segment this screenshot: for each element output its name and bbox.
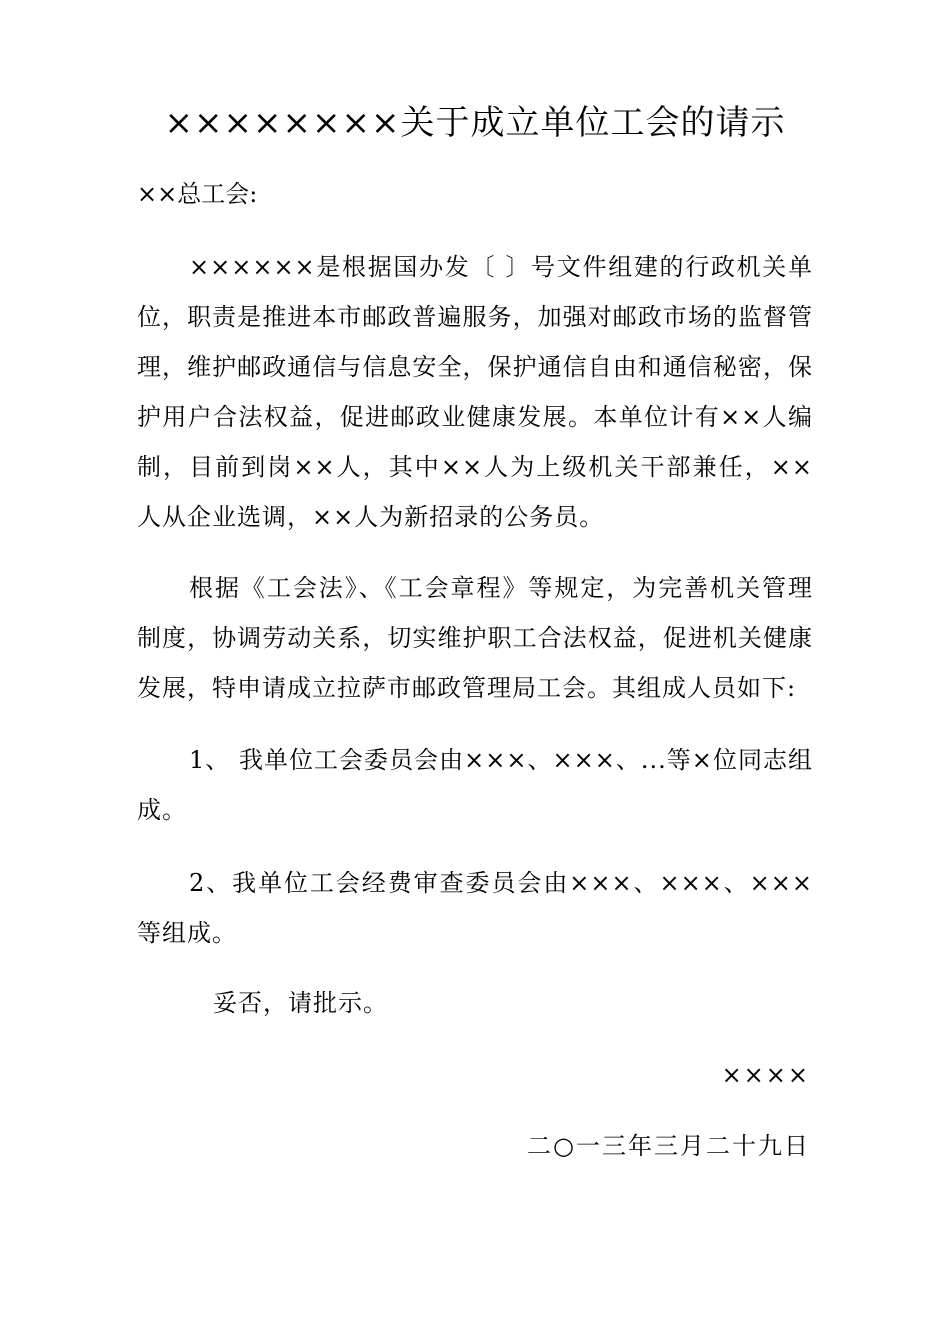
list-item-1: 1、 我单位工会委员会由×××、×××、...等×位同志组成。 (137, 746, 813, 824)
salutation: ××总工会: (137, 180, 258, 208)
body-paragraph-2: 根据《工会法》、《工会章程》等规定，为完善机关管理制度，协调劳动关系，切实维护职工合法权益，促进机关健康发展，特申请成立拉萨市邮政管理局工会。其组成人员如下: (137, 574, 813, 702)
document-title: ××××××××关于成立单位工会的请示 (164, 103, 786, 143)
list-item-2: 2、我单位工会经费审查委员会由×××、×××、×××等组成。 (137, 869, 813, 947)
closing-remark: 妥否，请批示。 (213, 989, 388, 1017)
document-date: 二○一三年三月二十九日 (527, 1132, 810, 1160)
body-paragraph-1: ××××××是根据国办发〔 〕号文件组建的行政机关单位，职责是推进本市邮政普遍服务，加强对邮政市场的监督管理，维护邮政通信与信息安全，保护通信自由和通信秘密，保护用户合法权益，促进邮政业健康发展。本单位计有××人编制，目前到岗××人，其中××人为上级机关干部兼任，××人从企业选调，××人为新招录的公务员。 (137, 253, 813, 531)
signature: ×××× (721, 1061, 810, 1089)
